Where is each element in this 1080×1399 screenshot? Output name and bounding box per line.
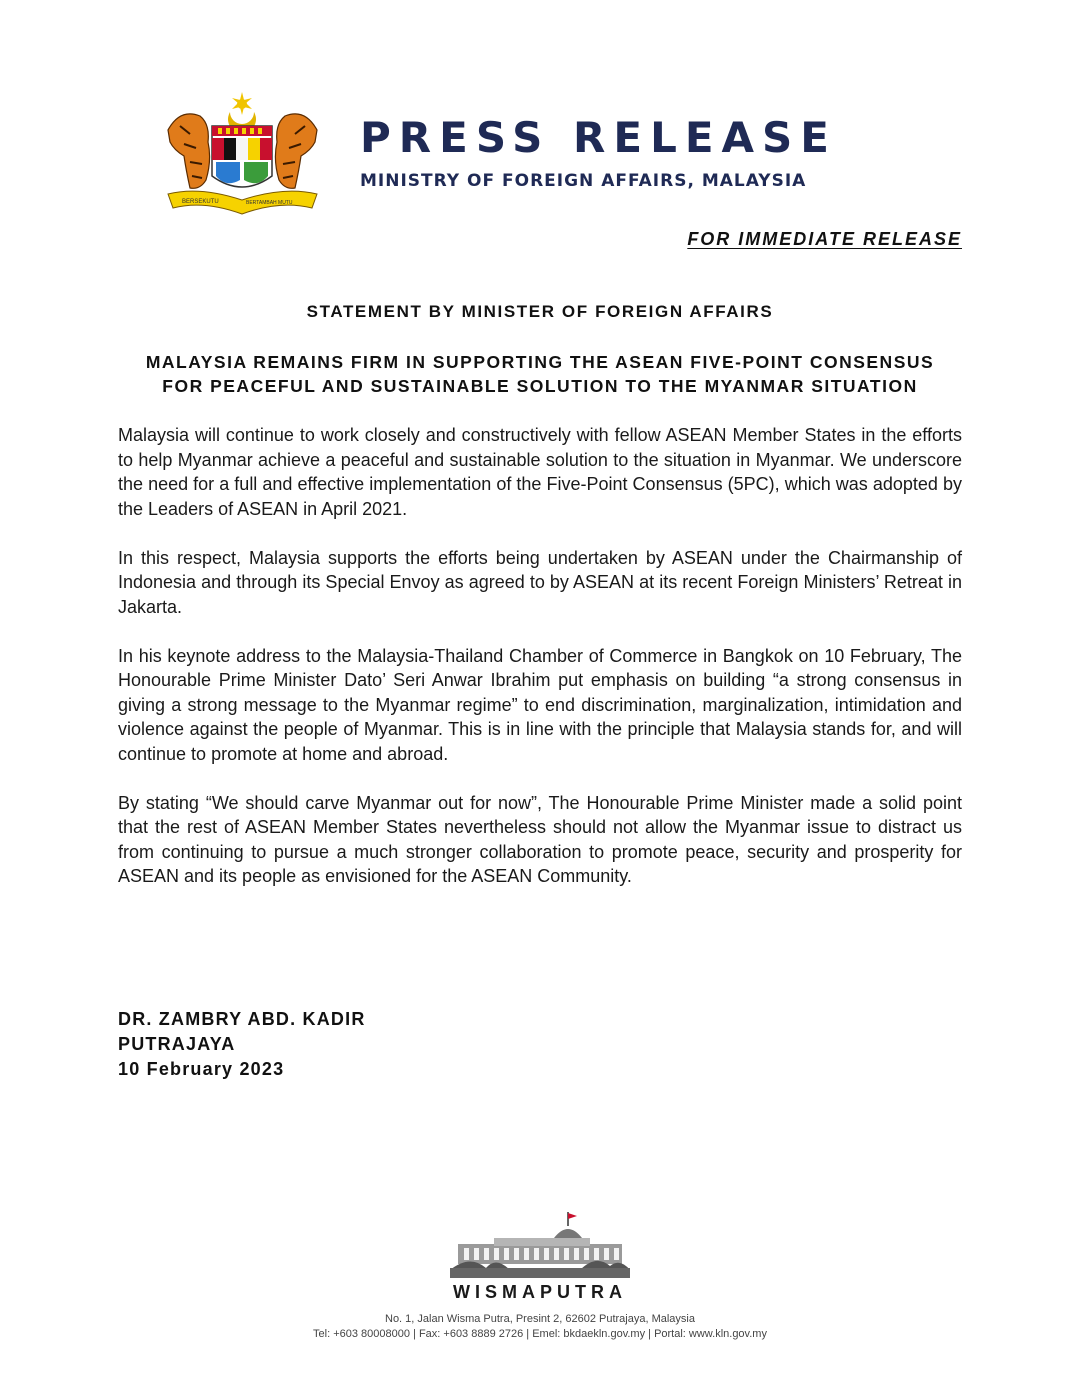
signature-block [118, 1007, 366, 1082]
signatory-place: PUTRAJAYA [118, 1034, 236, 1054]
svg-text:BERTAMBAH MUTU: BERTAMBAH MUTU [246, 200, 293, 206]
body-paragraph: In his keynote address to the Malaysia-Thailand Chamber of Commerce in Bangkok on 10 February, The Honourable Prime Minister Dato’ Seri Anwar Ibrahim put emphasis on building “a strong consensus in giving a strong message to the Myanmar regime” to end discrimination, marginalization, intimidation and violence against the people of Myanmar. This is in line with the principle that Malaysia stands for, and will continue to promote at home and abroad. [118, 645, 962, 764]
ministry-name: MINISTRY OF FOREIGN AFFAIRS, MALAYSIA [360, 171, 807, 191]
footer-address: No. 1, Jalan Wisma Putra, Presint 2, 62602 Putrajaya, Malaysia [385, 1313, 695, 1325]
footer-contact: Tel: +603 80008000 | Fax: +603 8889 2726 | Emel: bkdaekln.gov.my | Portal: www.kln.gov.my [313, 1328, 767, 1340]
malaysia-coat-of-arms-icon [160, 90, 325, 220]
letterhead [160, 90, 920, 220]
immediate-release-tag: FOR IMMEDIATE RELEASE [687, 229, 962, 249]
headline-line: MALAYSIA REMAINS FIRM IN SUPPORTING THE ASEAN FIVE-POINT CONSENSUS [145, 352, 935, 372]
letterhead-title-block [360, 113, 837, 191]
body-paragraph: In this respect, Malaysia supports the efforts being undertaken by ASEAN under the Chairmanship of Indonesia and through its Special Envoy as agreed to by ASEAN at its recent Foreign Ministers’ Retreat in Jakarta. [118, 547, 962, 617]
signatory-name: DR. ZAMBRY ABD. KADIR [118, 1009, 366, 1029]
wisma-putra-building-icon [450, 1210, 630, 1278]
svg-text:BERSEKUTU: BERSEKUTU [182, 199, 219, 205]
press-release-title: PRESS RELEASE [360, 113, 837, 162]
wismaputra-wordmark: WISMAPUTRA [453, 1282, 627, 1302]
statement-title: STATEMENT BY MINISTER OF FOREIGN AFFAIRS [306, 302, 774, 321]
signature-date: 10 February 2023 [118, 1059, 285, 1079]
footer [0, 1210, 1080, 1340]
body-paragraph: Malaysia will continue to work closely and constructively with fellow ASEAN Member States in the efforts to help Myanmar achieve a peaceful and sustainable solution to the situation in Myanmar. We underscore the need for a full and effective implementation of the Five-Point Consensus (5PC), which was adopted by the Leaders of ASEAN in April 2021. [118, 425, 962, 519]
statement-body [118, 423, 962, 913]
headline [110, 350, 970, 398]
body-paragraph: By stating “We should carve Myanmar out for now”, The Honourable Prime Minister made a solid point that the rest of ASEAN Member States nevertheless should not allow the Myanmar issue to distract us from continuing to pursue a much stronger collaboration to promote peace, security and prosperity for ASEAN and its people as envisioned for the ASEAN Community. [118, 792, 962, 886]
headline-line: FOR PEACEFUL AND SUSTAINABLE SOLUTION TO THE MYANMAR SITUATION [162, 376, 918, 396]
